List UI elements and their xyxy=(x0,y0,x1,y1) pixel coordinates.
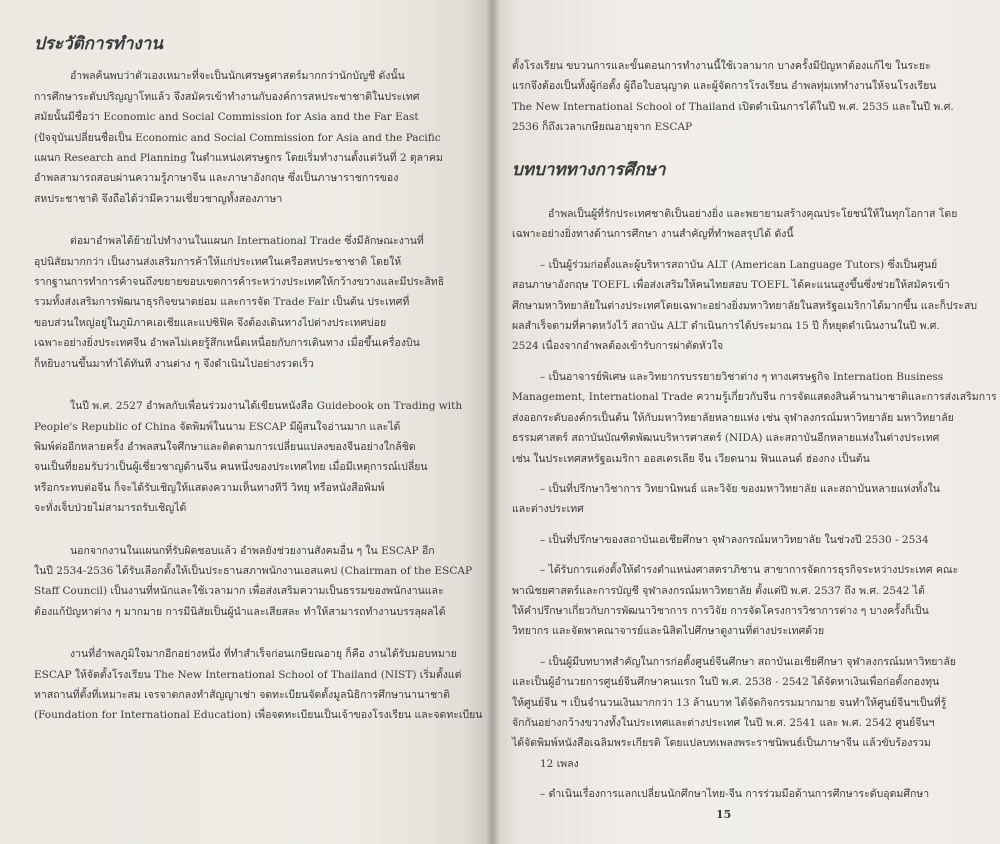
text-line: – ได้รับการแต่งตั้งให้ดำรงตำแหน่งศาสตราภิชาน สาขาการจัดการธุรกิจระหว่างประเทศ คณะ xyxy=(540,564,959,577)
right-page-content xyxy=(512,56,997,815)
paragraph-continued xyxy=(512,56,982,138)
text-line: หาสถานที่ตั้งที่เหมาะสม เจรจาตกลงทำสัญญาเช่า จดทะเบียนจัดตั้งมูลนิธิการศึกษานานาชาติ xyxy=(34,688,450,701)
text-line: และเป็นผู้อำนวยการศูนย์จีนศึกษาคนแรก ในปี พ.ศ. 2538 - 2542 ได้จัดหาเงินเพื่อก่อตั้งกองทุน xyxy=(512,676,940,689)
text-line: จะทั่งเจ็บป่วยไม่สามารถรับเชิญได้ xyxy=(34,502,187,515)
paragraph-4 xyxy=(34,541,490,623)
text-line: จักกันอย่างกว้างขวางทั้งในประเทศและต่างประเทศ ในปี พ.ศ. 2541 และ พ.ศ. 2542 ศูนย์จีนฯ xyxy=(512,716,935,729)
text-line: ก็หยิบงานขึ้นมาทำได้ทันที งานต่าง ๆ จึงดำเนินไปอย่างรวดเร็ว xyxy=(34,357,314,370)
text-line: ให้ศูนย์จีน ฯ เป็นจำนวนเงินมากกว่า 13 ล้านบาท ได้จัดกิจกรรมมากมาย จนทำให้ศูนย์จีนฯเป็นที่รู้ xyxy=(512,696,947,709)
text-line: อำพลเป็นผู้ที่รักประเทศชาติเป็นอย่างยิ่ง และพยายามสร้างคุณประโยชน์ให้ในทุกโอกาส โดย xyxy=(548,208,958,221)
text-line: ได้จัดพิมพ์หนังสือเฉลิมพระเกียรติ โดยแปลบทเพลงพระราชนิพนธ์เป็นภาษาจีน แล้วขับร้องรวม xyxy=(512,737,931,750)
text-line: งานที่อำพลภูมิใจมากอีกอย่างหนึ่ง ที่ทำสำเร็จก่อนเกษียณอายุ ก็คือ งานได้รับมอบหมาย xyxy=(70,648,457,661)
text-line: ส่งออกระดับองค์กรเป็นต้น ให้กับมหาวิทยาลัยหลายแห่ง เช่น จุฬาลงกรณ์มหาวิทยาลัย มหาวิทยาลัย xyxy=(512,411,954,424)
text-line: ตั้งโรงเรียน ขบวนการและขั้นตอนการทำงานนี้ใช้เวลามาก บางครั้งมีปัญหาต้องแก้ไข ในระยะ xyxy=(512,60,931,72)
text-line: ในปี 2534-2536 ได้รับเลือกตั้งให้เป็นประธานสภาพนักงานเอสแคป (Chairman of the ESCAP xyxy=(34,564,473,577)
list-item xyxy=(512,784,982,804)
spacer xyxy=(34,219,490,231)
section-title-work-history: ประวัติการทำงาน xyxy=(34,34,163,54)
text-line: และต่างประเทศ xyxy=(512,503,584,516)
text-line: 2536 ก็ถึงเวลาเกษียณอายุจาก ESCAP xyxy=(512,121,693,134)
page-number: 15 xyxy=(716,808,732,821)
text-line: ศึกษามหาวิทยาลัยในต่างประเทศโดยเฉพาะอย่างยิ่งมหาวิทยาลัยในสหรัฐอเมริกาได้มากขึ้น และก็ประสบ xyxy=(512,299,978,312)
text-line: การศึกษาระดับปริญญาโทแล้ว จึงสมัครเข้าทำงานกับองค์การสหประชาชาติในประเทศ xyxy=(34,90,420,103)
text-line: ธรรมศาสตร์ สถาบันบัณฑิตพัฒนบริหารศาสตร์ (NIDA) และสถาบันอีกหลายแห่งในต่างประเทศ xyxy=(512,432,940,445)
left-page xyxy=(0,0,492,844)
book-gutter-shadow xyxy=(486,0,500,844)
list-item xyxy=(512,255,982,357)
section-title-education-role: บทบาททางการศึกษา xyxy=(512,159,666,180)
text-line: ต่อมาอำพลได้ย้ายไปทำงานในแผนก International Trade ซึ่งมีลักษณะงานที่ xyxy=(70,235,424,248)
text-line: สมัยนั้นมีชื่อว่า Economic and Social Commission for Asia and the Far East xyxy=(34,111,419,124)
text-line: อำพลค้นพบว่าตัวเองเหมาะที่จะเป็นนักเศรษฐศาสตร์มากกว่านักบัญชี ดังนั้น xyxy=(70,70,405,83)
text-line: 2524 เนื่องจากอำพลต้องเข้ารับการผ่าตัดหัวใจ xyxy=(512,340,724,353)
list-item xyxy=(512,652,982,774)
text-line: แผนก Research and Planning ในตำแหน่งเศรษฐกร โดยเริ่มทำงานตั้งแต่วันที่ 2 ตุลาคม xyxy=(34,152,443,165)
text-line: ESCAP ให้จัดตั้งโรงเรียน The New International School of Thailand (NIST) เริ่มตั้งแต่ xyxy=(34,668,462,681)
right-page xyxy=(492,0,1000,844)
text-line: (Foundation for International Education) เพื่อจดทะเบียนเป็นเจ้าของโรงเรียน และจดทะเบียน xyxy=(34,709,483,722)
list-item xyxy=(512,560,982,642)
list-item xyxy=(512,367,997,469)
text-line: People's Republic of China จัดพิมพ์ในนาม ESCAP มีผู้สนใจอ่านมาก และได้ xyxy=(34,420,401,433)
paragraph-1 xyxy=(34,66,490,209)
text-line: เฉพาะอย่างยิ่งทางด้านการศึกษา งานสำคัญที่ทำพอสรุปได้ ดังนี้ xyxy=(512,228,794,241)
text-line: ต้องแก้ปัญหาต่าง ๆ มากมาย การมีนิสัยเป็นผู้นำและเสียสละ ทำให้สามารถทำงานบรรลุผลได้ xyxy=(34,605,446,618)
text-line: จนเป็นที่ยอมรับว่าเป็นผู้เชี่ยวชาญด้านจีน คนหนึ่งของประเทศไทย เมื่อมีเหตุการณ์เปลี่ยน xyxy=(34,461,428,474)
text-line: สหประชาชาติ จึงถือได้ว่ามีความเชี่ยวชาญทั้งสองภาษา xyxy=(34,192,283,205)
paragraph-2 xyxy=(34,231,490,374)
text-line: อำพลสามารถสอบผ่านความรู้ภาษาจีน และภาษาอังกฤษ ซึ่งเป็นภาษาราชการของ xyxy=(34,172,399,185)
text-line: 12 เพลง xyxy=(540,757,579,770)
intro-paragraph xyxy=(512,204,982,245)
text-line: ในปี พ.ศ. 2527 อำพลกับเพื่อนร่วมงานได้เขียนหนังสือ Guidebook on Trading with xyxy=(70,400,463,413)
paragraph-3 xyxy=(34,396,490,518)
text-line: ผลสำเร็จตามที่คาดหวังไว้ สถาบัน ALT ดำเนินการได้ประมาณ 15 ปี ก็หยุดดำเนินงานในปี พ.ศ. xyxy=(512,320,940,333)
text-line: วิทยากร และจัดพาคณาจารย์และนิสิตไปศึกษาดูงานที่ต่างประเทศด้วย xyxy=(512,625,825,638)
text-line: – เป็นอาจารย์พิเศษ และวิทยากรบรรยายวิชาต่าง ๆ ทางเศรษฐกิจ Internation Business xyxy=(540,370,944,383)
text-line: เฉพาะอย่างยิ่งประเทศจีน อำพลไม่เคยรู้สึกเหน็ดเหนื่อยกับการเดินทาง เมื่อขึ้นเครื่องบิน xyxy=(34,337,420,350)
paragraph-5 xyxy=(34,644,490,726)
text-line: – เป็นผู้มีบทบาทสำคัญในการก่อตั้งศูนย์จีนศึกษา สถาบันเอเชียศึกษา จุฬาลงกรณ์มหาวิทยาลัย xyxy=(540,655,956,668)
text-line: หรือกระทบต่อจีน ก็จะได้รับเชิญให้แสดงความเห็นทางทีวี วิทยุ หรือหนังสือพิมพ์ xyxy=(34,481,385,494)
spacer xyxy=(512,192,982,204)
text-line: The New International School of Thailand เปิดดำเนินการได้ในปี พ.ศ. 2535 และในปี พ.ศ. xyxy=(512,100,954,113)
spacer xyxy=(34,529,490,541)
text-line: แรกจึงต้องเป็นทั้งผู้ก่อตั้ง ผู้ถือใบอนุญาต และผู้จัดการโรงเรียน อำพลทุ่มเททำงานให้จนโรงเรียน xyxy=(512,80,937,93)
list-item xyxy=(512,530,982,550)
spacer xyxy=(34,384,490,396)
spacer xyxy=(34,632,490,644)
spacer xyxy=(512,148,982,160)
text-line: (ปัจจุบันเปลี่ยนชื่อเป็น Economic and Social Commission for Asia and the Pacific xyxy=(34,131,441,144)
text-line: อุปนิสัยมากกว่า เป็นงานส่งเสริมการค้าให้แก่ประเทศในเครือสหประชาชาติ โดยให้ xyxy=(34,255,402,268)
text-line: – เป็นผู้ร่วมก่อตั้งและผู้บริหารสถาบัน ALT (American Language Tutors) ซึ่งเป็นศูนย์ xyxy=(540,258,938,271)
text-line: ให้คำปรึกษาเกี่ยวกับการพัฒนาวิชาการ การวิจัย การจัดโครงการวิชาการต่าง ๆ บางครั้งก็เป็น xyxy=(512,604,929,617)
text-line: ขอบส่วนใหญ่อยู่ในภูมิภาคเอเชียและแปซิฟิค จึงต้องเดินทางไปต่างประเทศบ่อย xyxy=(34,316,387,329)
text-line: – ดำเนินเรื่องการแลกเปลี่ยนนักศึกษาไทย-จีน การร่วมมือด้านการศึกษาระดับอุดมศึกษา xyxy=(540,788,930,801)
text-line: – เป็นที่ปรึกษาของสถาบันเอเชียศึกษา จุฬาลงกรณ์มหาวิทยาลัย ในช่วงปี 2530 - 2534 xyxy=(540,533,929,546)
text-line: Staff Council) เป็นงานที่หนักและใช้เวลามาก เพื่อส่งเสริมความเป็นธรรมของพนักงานและ xyxy=(34,585,444,598)
text-line: รวมทั้งส่งเสริมการพัฒนาธุรกิจขนาดย่อม และการจัด Trade Fair เป็นต้น ประเทศที่ xyxy=(34,296,410,309)
text-line: พาณิชยศาสตร์และการบัญชี จุฬาลงกรณ์มหาวิทยาลัย ตั้งแต่ปี พ.ศ. 2537 ถึง พ.ศ. 2542 ได้ xyxy=(512,584,925,597)
text-line: สอนภาษาอังกฤษ TOEFL เพื่อส่งเสริมให้คนไทยสอบ TOEFL ได้คะแนนสูงขึ้นซึ่งช่วยให้สมัครเข้า xyxy=(512,279,950,292)
text-line: รากฐานการทำการค้าจนถึงขยายขอบเขตการค้าระหว่างประเทศให้กว้างขวางและมีประสิทธิ xyxy=(34,276,445,289)
text-line: เช่น ในประเทศสหรัฐอเมริกา ออสเตรเลีย จีน เวียดนาม ฟินแลนด์ ฮ่องกง เป็นต้น xyxy=(512,452,870,465)
text-line: พิมพ์ต่ออีกหลายครั้ง อำพลสนใจศึกษาและติดตามการเปลี่ยนแปลงของจีนอย่างใกล้ชิด xyxy=(34,440,416,453)
list-item xyxy=(512,479,982,520)
text-line: Management, International Trade ความรู้เกี่ยวกับจีน การจัดแสดงสินค้านานาชาติและการส่งเสริมการ xyxy=(512,391,997,404)
text-line: นอกจากงานในแผนกที่รับผิดชอบแล้ว อำพลยังช่วยงานสังคมอื่น ๆ ใน ESCAP อีก xyxy=(70,544,435,557)
text-line: – เป็นที่ปรึกษาวิชาการ วิทยานิพนธ์ และวิจัย ของมหาวิทยาลัย และสถาบันหลายแห่งทั้งใน xyxy=(540,482,940,495)
left-page-content xyxy=(34,34,490,736)
